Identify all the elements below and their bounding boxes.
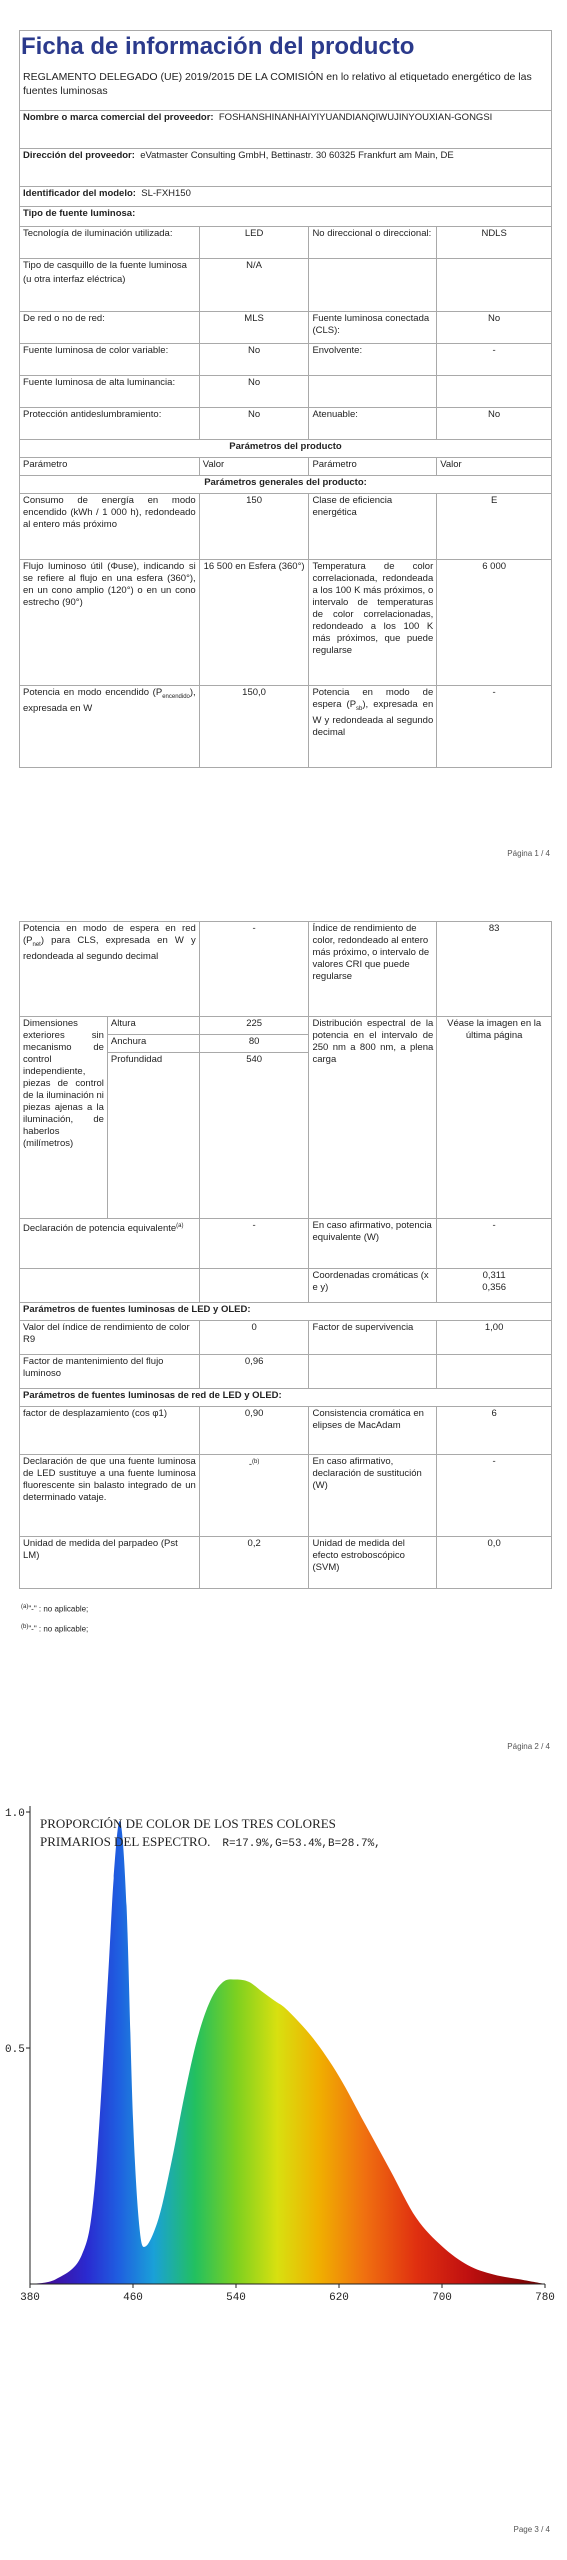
product-params-header: Parámetros del producto bbox=[20, 440, 552, 458]
chromaticity-x: 0,311 bbox=[482, 1270, 506, 1281]
page-3 bbox=[0, 1780, 567, 2560]
page-number-2: Página 2 / 4 bbox=[507, 1742, 550, 1751]
document-title: Ficha de información del producto bbox=[21, 33, 415, 60]
displacement-factor-value: 0,90 bbox=[199, 1407, 309, 1455]
height-value: 225 bbox=[199, 1017, 309, 1035]
network-standby-label: Potencia en modo de espera en red $(P_{net})$ para CLS, expresada en W y redondeada al segundo decimal bbox=[20, 922, 200, 1017]
chart-title-line-1: PROPORCIÓN DE COLOR DE LOS TRES COLORES bbox=[40, 1816, 336, 1831]
on-mode-power-label: Potencia en modo encendido $(P_{encendido})$, expresada en W bbox=[20, 686, 200, 768]
cap-type-label: Tipo de casquillo de la fuente luminosa bbox=[23, 260, 187, 271]
col-value-1: Valor bbox=[199, 458, 309, 476]
x-tick-label: 380 bbox=[20, 2292, 40, 2304]
flicker-label: Unidad de medida del parpadeo (Pst LM) bbox=[20, 1537, 200, 1589]
x-tick-label: 620 bbox=[329, 2292, 349, 2304]
survival-factor-label: Factor de supervivencia bbox=[309, 1321, 437, 1355]
dimmable-label: Atenuable: bbox=[309, 408, 437, 440]
macadam-value: 6 bbox=[437, 1407, 552, 1455]
flicker-value: 0,2 bbox=[199, 1537, 309, 1589]
equivalent-power-declaration-value: - bbox=[199, 1219, 309, 1269]
technology-value: LED bbox=[199, 227, 309, 259]
y-tick-label: 0.5 bbox=[5, 2044, 25, 2056]
r9-value: 0 bbox=[199, 1321, 309, 1355]
luminous-flux-label: Flujo luminoso útil (Φuse), indicando si se refiere al flujo en una esfera (360°), en un cono amplio (120°) o en un cono estrecho (90°) bbox=[20, 560, 200, 686]
mains-label: De red o no de red: bbox=[20, 312, 200, 344]
mains-led-params-header: Parámetros de fuentes luminosas de red de LED y OLED: bbox=[20, 1389, 552, 1407]
equivalent-power-value: - bbox=[437, 1219, 552, 1269]
technology-label: Tecnología de iluminación utilizada: bbox=[20, 227, 200, 259]
envelope-value: - bbox=[437, 344, 552, 376]
height-label: Altura bbox=[107, 1017, 199, 1035]
page-1 bbox=[0, 0, 567, 872]
supplier-address-label: Dirección del proveedor: bbox=[23, 150, 135, 161]
supplier-address-value: eVatmaster Consulting GmbH, Bettinastr. 30 60325 Frankfurt am Main, DE bbox=[140, 150, 454, 161]
lumen-maintenance-value: 0,96 bbox=[199, 1355, 309, 1389]
col-value-2: Valor bbox=[437, 458, 552, 476]
led-params-header: Parámetros de fuentes luminosas de LED y OLED: bbox=[20, 1303, 552, 1321]
x-tick-label: 700 bbox=[432, 2292, 452, 2304]
cri-label: Índice de rendimiento de color, redondeado al entero más próximo, o intervalo de valores CRI que puede regularse bbox=[309, 922, 437, 1017]
network-standby-value: - bbox=[199, 922, 309, 1017]
spectrum-area bbox=[30, 1821, 545, 2284]
energy-on-label: Consumo de energía en modo encendido (kWh / 1 000 h), redondeado al entero más próximo bbox=[20, 494, 200, 560]
spectral-distribution-label: Distribución espectral de la potencia en el intervalo de 250 nm a 800 nm, a plena carga bbox=[309, 1017, 437, 1219]
replacement-wattage-value: - bbox=[437, 1455, 552, 1537]
directional-value: NDLS bbox=[437, 227, 552, 259]
efficiency-class-value: E bbox=[437, 494, 552, 560]
page-number-3: Page 3 / 4 bbox=[513, 2525, 550, 2534]
x-tick-label: 780 bbox=[535, 2292, 555, 2304]
displacement-factor-label: factor de desplazamiento (cos φ1) bbox=[20, 1407, 200, 1455]
replacement-wattage-label: En caso afirmativo, declaración de sustitución (W) bbox=[309, 1455, 437, 1537]
dimensions-label: Dimensiones exteriores sin mecanismo de control independiente, piezas de control de la iluminación ni piezas ajenas a la iluminación, de haberlos (milímetros) bbox=[20, 1017, 108, 1219]
col-param-1: Parámetro bbox=[20, 458, 200, 476]
cap-type-value: N/A bbox=[199, 259, 309, 312]
luminous-flux-value: 16 500 en Esfera (360°) bbox=[199, 560, 309, 686]
macadam-label: Consistencia cromática en elipses de MacAdam bbox=[309, 1407, 437, 1455]
chart-title-line-2: PRIMARIOS DEL ESPECTRO. R=17.9%,G=53.4%,B=28.7%, bbox=[40, 1834, 381, 1850]
survival-factor-value: 1,00 bbox=[437, 1321, 552, 1355]
col-param-2: Parámetro bbox=[309, 458, 437, 476]
directional-label: No direccional o direccional: bbox=[309, 227, 437, 259]
replacement-declaration-value: -$^{(b)}$ bbox=[199, 1455, 309, 1537]
envelope-label: Envolvente: bbox=[309, 344, 437, 376]
model-value: SL-FXH150 bbox=[141, 188, 191, 199]
depth-label: Profundidad bbox=[107, 1053, 199, 1219]
standby-power-label: Potencia en modo de espera $(P_{sb})$, expresada en W y redondeada al segundo decimal bbox=[309, 686, 437, 768]
cap-type-cell bbox=[20, 259, 200, 312]
x-tick-label: 540 bbox=[226, 2292, 246, 2304]
spectral-distribution-value: Véase la imagen en la última página bbox=[437, 1017, 552, 1219]
supplier-name-row bbox=[20, 111, 552, 149]
rgb-annotation: R=17.9%,G=53.4%,B=28.7%, bbox=[222, 1838, 381, 1850]
footnote-a: $^{(a)}$"-" : no aplicable; bbox=[21, 1604, 89, 1614]
standby-power-value: - bbox=[437, 686, 552, 768]
supplier-address-row bbox=[20, 149, 552, 187]
energy-on-value: 150 bbox=[199, 494, 309, 560]
supplier-name-label: Nombre o marca comercial del proveedor: bbox=[23, 112, 214, 123]
chromaticity-value bbox=[437, 1269, 552, 1303]
r9-label: Valor del índice de rendimiento de color R9 bbox=[20, 1321, 200, 1355]
regulation-text: REGLAMENTO DELEGADO (UE) 2019/2015 DE LA COMISIÓN en lo relativo al etiquetado energético de las fuentes luminosas bbox=[23, 71, 532, 97]
model-row bbox=[20, 187, 552, 207]
color-tunable-value: No bbox=[199, 344, 309, 376]
x-tick-label: 460 bbox=[123, 2292, 143, 2304]
cap-type-note: (u otra interfaz eléctrica) bbox=[23, 274, 126, 285]
general-params-header: Parámetros generales del producto: bbox=[20, 476, 552, 494]
high-luminance-value: No bbox=[199, 376, 309, 408]
page-number-1: Página 1 / 4 bbox=[507, 849, 550, 858]
chromaticity-y: 0,356 bbox=[482, 1282, 507, 1293]
dimmable-value: No bbox=[437, 408, 552, 440]
footnote-b: $^{(b)}$"-" : no aplicable; bbox=[21, 1624, 89, 1634]
equivalent-power-declaration-label: Declaración de potencia equivalente$^{(a)}$ bbox=[20, 1219, 200, 1269]
stroboscopic-value: 0,0 bbox=[437, 1537, 552, 1589]
chromaticity-label: Coordenadas cromáticas (x e y) bbox=[309, 1269, 437, 1303]
depth-value: 540 bbox=[199, 1053, 309, 1219]
mains-value: MLS bbox=[199, 312, 309, 344]
high-luminance-label: Fuente luminosa de alta luminancia: bbox=[20, 376, 200, 408]
spectrum-chart bbox=[0, 1780, 567, 2340]
replacement-declaration-label: Declaración de que una fuente luminosa de LED sustituye a una fuente luminosa fluorescente sin balasto integrado de un determinado vataje. bbox=[20, 1455, 200, 1537]
lumen-maintenance-label: Factor de mantenimiento del flujo luminoso bbox=[20, 1355, 200, 1389]
info-table-1 bbox=[19, 30, 552, 768]
supplier-name-value: FOSHANSHINANHAIYIYUANDIANQIWUJINYOUXIAN-GONGSI bbox=[218, 112, 493, 123]
width-value: 80 bbox=[199, 1035, 309, 1053]
cls-label: Fuente luminosa conectada (CLS): bbox=[309, 312, 437, 344]
efficiency-class-label: Clase de eficiencia energética bbox=[309, 494, 437, 560]
stroboscopic-label: Unidad de medida del efecto estroboscópico (SVM) bbox=[309, 1537, 437, 1589]
color-tunable-label: Fuente luminosa de color variable: bbox=[20, 344, 200, 376]
info-table-2 bbox=[19, 921, 552, 1589]
light-source-type-header: Tipo de fuente luminosa: bbox=[20, 207, 552, 227]
cct-value: 6 000 bbox=[437, 560, 552, 686]
equivalent-power-label: En caso afirmativo, potencia equivalente (W) bbox=[309, 1219, 437, 1269]
anti-glare-value: No bbox=[199, 408, 309, 440]
cct-label: Temperatura de color correlacionada, redondeada a los 100 K más próximos, o intervalo de temperaturas de color correlacionadas, redondeado a los 100 K más próximos, que puede regularse bbox=[309, 560, 437, 686]
cri-value: 83 bbox=[437, 922, 552, 1017]
anti-glare-label: Protección antideslumbramiento: bbox=[20, 408, 200, 440]
cls-value: No bbox=[437, 312, 552, 344]
width-label: Anchura bbox=[107, 1035, 199, 1053]
y-tick-label: 1.0 bbox=[5, 1808, 25, 1820]
on-mode-power-value: 150,0 bbox=[199, 686, 309, 768]
model-label: Identificador del modelo: bbox=[23, 188, 136, 199]
page-2 bbox=[0, 905, 567, 1765]
